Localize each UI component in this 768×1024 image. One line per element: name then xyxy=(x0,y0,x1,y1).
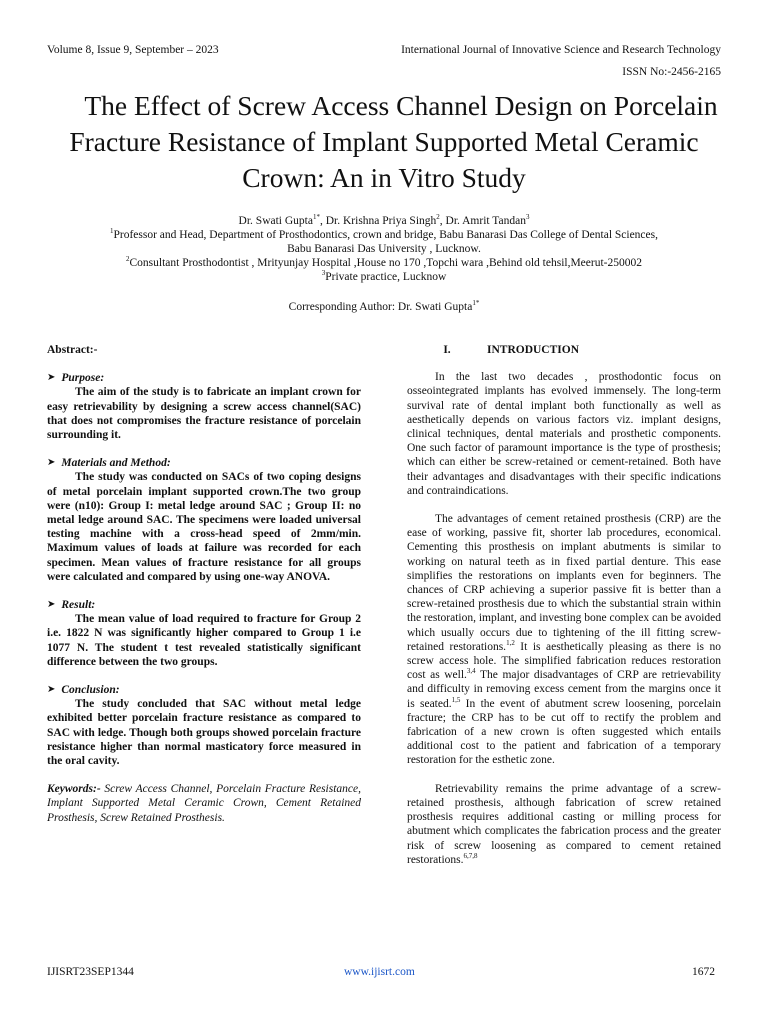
purpose-body: The aim of the study is to fabricate an implant crown for easy retrievability by designing a screw access channel(SAC) that does not compromises the fracture resistance of porcelain surrounding it. xyxy=(47,386,361,442)
arrow-bullet-icon: ➤ xyxy=(47,684,56,696)
intro-paragraph-3 xyxy=(407,782,721,867)
affiliation-marker: 1 xyxy=(109,227,114,236)
arrow-bullet-icon: ➤ xyxy=(47,457,56,469)
methods-body: The study was conducted on SACs of two coping designs of metal porcelain implant supported crown.The two group were (n10): Group I: metal ledge around SAC ; Group II: no metal ledge around SAC. The specimens were loaded universal testing machine with a cross-head speed of 2mm/min. Maximum values of loads at failure was recorded for each specimen. Mean values of fracture resistance for all groups were calculated and compared by using one-way ANOVA. xyxy=(47,471,361,583)
affiliation-1-cont xyxy=(40,242,728,256)
affiliation-marker: 3 xyxy=(321,269,326,278)
author-name: , Dr. Krishna Priya Singh xyxy=(319,215,437,227)
intro-paragraph-2-text: The advantages of cement retained prosthesis (CRP) are the ease of working, passive fit, shorter lab procedures, economical. Cementing this prosthesis on implant abutments is similar to working on natural teeth as in fixed partial denture. This ease simplifies the restorations on implants even for beginners. The chances of CRP achieving a superior passive ﬁt is better than a screw-retained prosthesis due to which the substantial strain within the restoration, implant, and investing bone complex can be avoided which usually occurs due to tightening of the ill fitting screw-retained restorations. xyxy=(407,513,721,653)
affiliation-text: Consultant Prosthodontist , Mrityunjay Hospital ,House no 170 ,Topchi wara ,Behind old tehsil,Meerut-250002 xyxy=(129,257,642,269)
keywords xyxy=(47,782,361,825)
citation: 3,4 xyxy=(466,667,476,676)
citation: 1,2 xyxy=(506,639,515,648)
paper-title: The Effect of Screw Access Channel Design on Porcelain Fracture Resistance of Implant Supported Metal Ceramic Crown: An in Vitro Study xyxy=(69,90,718,193)
paper-id: IJISRT23SEP1344 xyxy=(47,966,134,978)
author-affiliation-marker: 1* xyxy=(312,213,320,222)
section-title: INTRODUCTION xyxy=(487,344,580,356)
keywords-label: Keywords:- xyxy=(47,783,101,796)
introduction-column xyxy=(407,343,721,881)
author-affiliation-marker: 3 xyxy=(525,213,530,222)
abstract-column xyxy=(47,343,361,836)
journal-website-link[interactable]: www.ijisrt.com xyxy=(344,966,415,978)
citation: 6,7,8 xyxy=(463,851,478,860)
methods-heading-text: Materials and Method: xyxy=(61,457,171,470)
intro-paragraph-2 xyxy=(407,512,721,768)
intro-paragraph-2-text: The major disadvantages of CRP are retrievability and difficulty in removing excess cement from the margins once it is seated. xyxy=(407,669,721,710)
introduction-heading xyxy=(407,343,721,357)
affiliation-text: Babu Banarasi Das University , Lucknow. xyxy=(287,243,481,255)
conclusion-body: The study concluded that SAC without metal ledge exhibited better porcelain fracture resistance as compared to SAC with ledge. Though both groups showed porcelain fracture resistance higher than normal masticatory force measured in the oral cavity. xyxy=(47,698,361,768)
arrow-bullet-icon: ➤ xyxy=(47,599,56,611)
result-heading xyxy=(47,598,361,612)
affiliation-marker: 1* xyxy=(472,299,480,308)
result-heading-text: Result: xyxy=(61,599,96,612)
author-list xyxy=(40,214,728,228)
journal-volume-issue: Volume 8, Issue 9, September – 2023 xyxy=(47,44,219,56)
affiliation-1 xyxy=(40,228,728,242)
result-body: The mean value of load required to fracture for Group 2 i.e. 1822 N was significantly higher compared to Group 1 i.e 1077 N. The student t test revealed statistically significant difference between the two groups. xyxy=(47,613,361,668)
methods-heading xyxy=(47,456,361,470)
page-number: 1672 xyxy=(692,966,715,978)
purpose-heading xyxy=(47,371,361,385)
intro-paragraph-1: In the last two decades , prosthodontic focus on osseointegrated implants has evolved immensely. The long-term survival rate of dental implant both functionally as well as aesthetically depends on various factors viz. implant designs, clinical techniques, dental materials and prosthetic components. One such factor of paramount importance is the type of prosthesis; which can either be screw-retained or cement-retained. Both have their advantages and disadvantages with their specific indications and contraindications. xyxy=(407,371,721,497)
intro-paragraph-3-text: Retrievability remains the prime advantage of a screw-retained prosthesis, although fabrication of screw retained prosthesis requires additional casting or milling process for abutment which complicates the fabrication process and the greater risk of screw loosening as compared to cement retained restorations. xyxy=(407,782,721,866)
corresponding-author-text: Corresponding Author: Dr. Swati Gupta xyxy=(288,301,473,313)
author-name: , Dr. Amrit Tandan xyxy=(439,215,526,227)
affiliation-marker: 2 xyxy=(126,255,130,264)
affiliation-3 xyxy=(40,270,728,284)
author-affiliation-marker: 2 xyxy=(436,213,440,222)
keywords-text: Screw Access Channel, Porcelain Fracture Resistance, Implant Supported Metal Ceramic Crown, Cement Retained Prosthesis, Screw Retained Prosthesis. xyxy=(47,783,362,824)
intro-paragraph-2-text: In the event of abutment screw loosening, porcelain fracture; the CRP has to be cut off to rectify the problem and fabrication of a new crown is often suggested which entails additional cost to the patient and fabrication of a temporary restoration for the esthetic zone. xyxy=(407,697,722,767)
arrow-bullet-icon: ➤ xyxy=(47,372,56,384)
section-number: I. xyxy=(443,344,451,356)
journal-name: International Journal of Innovative Science and Research Technology xyxy=(401,44,721,56)
affiliation-text: Private practice, Lucknow xyxy=(325,271,447,283)
issn: ISSN No:-2456-2165 xyxy=(622,66,721,78)
intro-paragraph-2-text: It is aesthetically pleasing as there is no screw access hole. The simplified fabrication reduces restoration cost as well. xyxy=(407,640,721,682)
conclusion-heading-text: Conclusion: xyxy=(61,684,120,697)
author-name: Dr. Swati Gupta xyxy=(238,215,313,227)
citation: 1,5 xyxy=(451,695,461,704)
author-block xyxy=(40,214,728,314)
corresponding-author xyxy=(40,300,728,314)
conclusion-heading xyxy=(47,683,361,697)
affiliation-text: Professor and Head, Department of Prosthodontics, crown and bridge, Babu Banarasi Das College of Dental Sciences, xyxy=(113,229,658,241)
purpose-heading-text: Purpose: xyxy=(61,372,105,385)
affiliation-2 xyxy=(40,256,728,270)
abstract-label: Abstract:- xyxy=(47,344,98,356)
